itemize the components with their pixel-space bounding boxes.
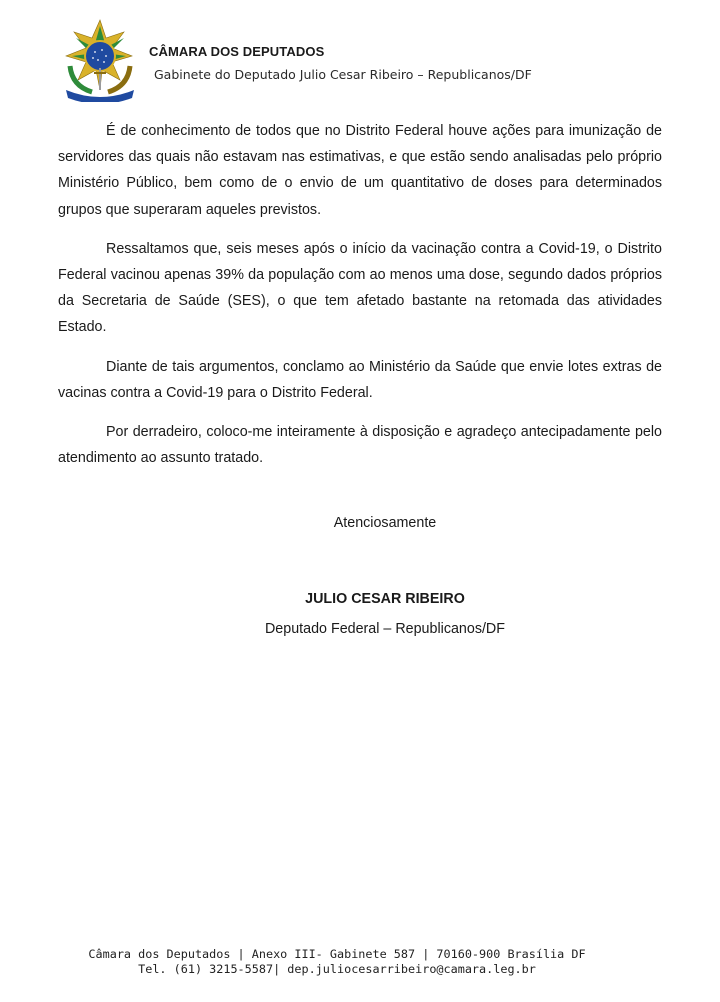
organization-name: CÂMARA DOS DEPUTADOS	[149, 44, 325, 59]
body-paragraph: Por derradeiro, coloco-me inteiramente à disposição e agradeço antecipadamente pelo atendimento ao assunto tratado.	[58, 424, 662, 467]
brazil-coat-of-arms-icon	[62, 18, 138, 102]
body-paragraph: Ressaltamos que, seis meses após o início da vacinação contra a Covid-19, o Distrito Federal vacinou apenas 39% da população com ao menos uma dose, segundo dados próprios da Secretaria de Saúde (SES), o que tem afetado bastante na retomada das atividades Estado.	[58, 240, 662, 336]
closing-salutation: Atenciosamente	[333, 515, 437, 531]
signer-name: JULIO CESAR RIBEIRO	[305, 591, 465, 607]
letter-body	[58, 118, 662, 484]
body-paragraph: É de conhecimento de todos que no Distrito Federal houve ações para imunização de servidores das quais não estavam nas estimativas, e que estão sendo analisadas pelo próprio Ministério Público, bem como de o envio de um quantitativo de doses para determinados grupos que superaram aqueles previstos.	[58, 123, 662, 218]
office-name: Gabinete do Deputado Julio Cesar Ribeiro – Republicanos/DF	[154, 67, 532, 82]
signer-title: Deputado Federal – Republicanos/DF	[264, 621, 505, 637]
footer-address: Câmara dos Deputados | Anexo III- Gabinete 587 | 70160-900 Brasília DF	[88, 947, 586, 961]
body-paragraph: Diante de tais argumentos, conclamo ao Ministério da Saúde que envie lotes extras de vacinas contra a Covid-19 para o Distrito Federal.	[58, 358, 662, 401]
footer-contact: Tel. (61) 3215-5587| dep.juliocesarribeiro@camara.leg.br	[138, 962, 536, 976]
